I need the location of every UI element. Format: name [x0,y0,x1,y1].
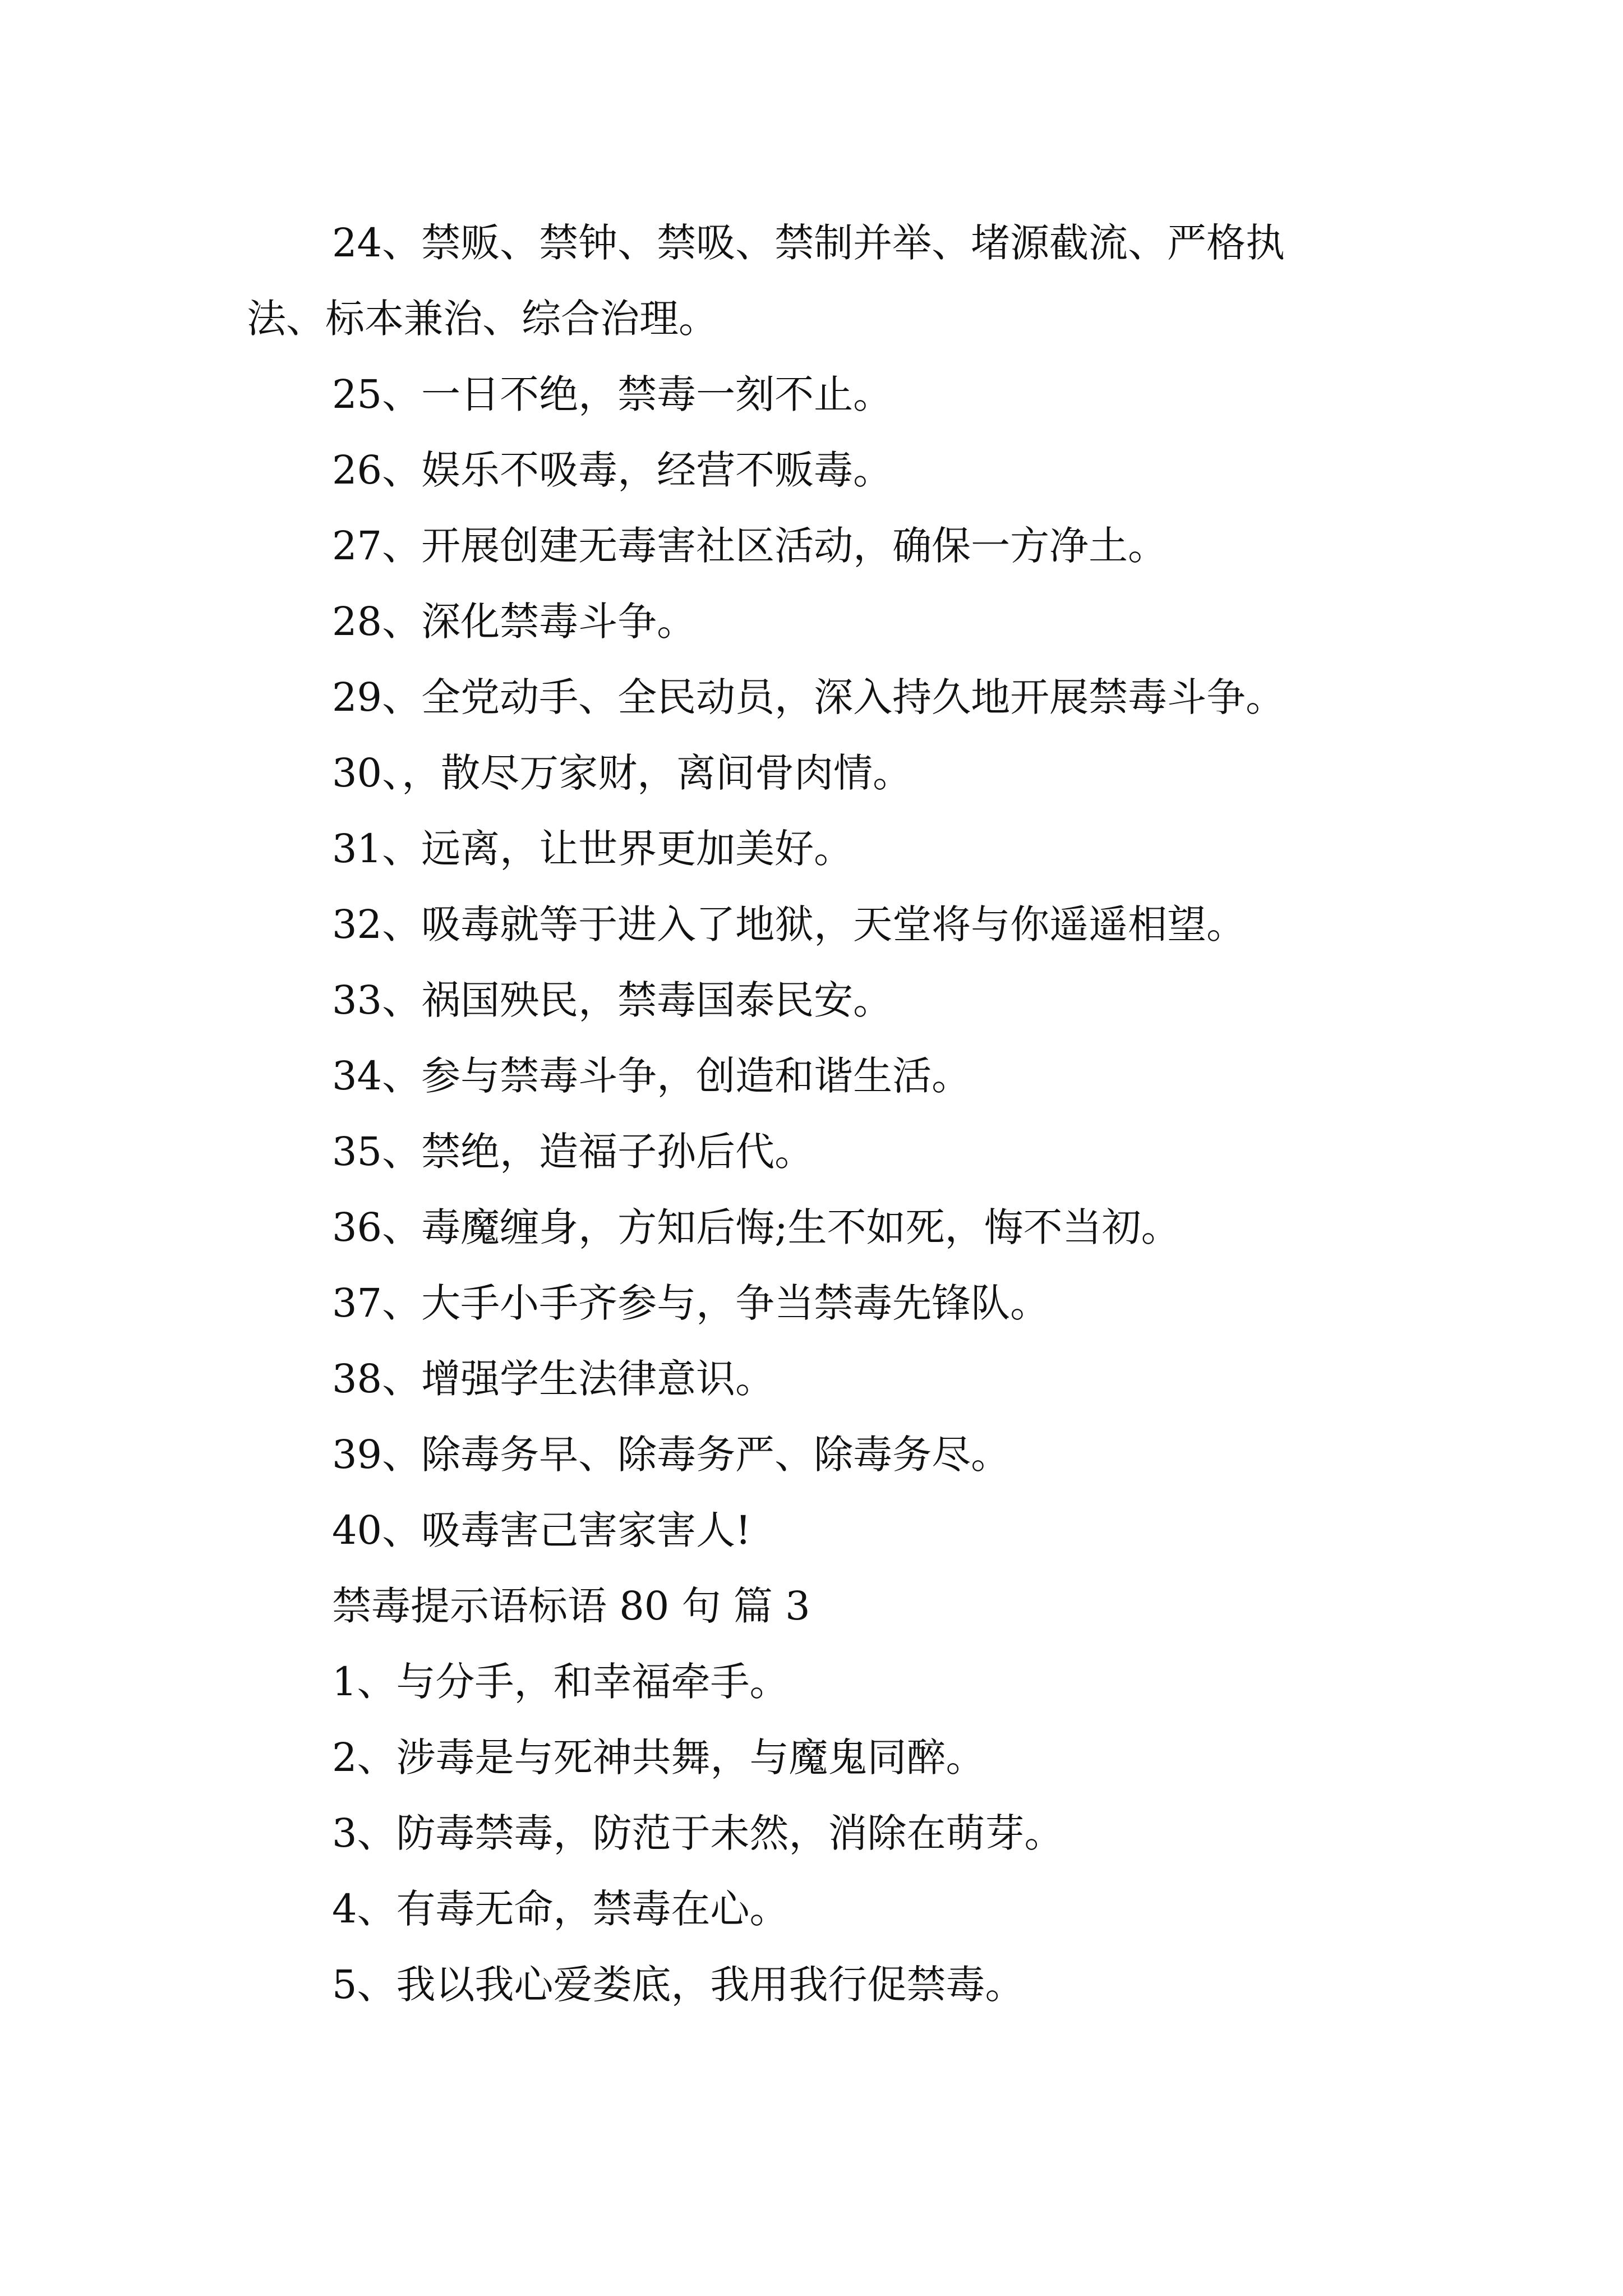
text-line-2: 2、涉毒是与死神共舞，与魔鬼同醉。 [332,1734,985,1780]
text-line-28: 28、深化禁毒斗争。 [332,599,697,645]
text-line-40: 40、吸毒害己害家害人! [332,1507,751,1553]
text-line-26: 26、娱乐不吸毒，经营不贩毒。 [332,447,893,493]
text-line-24-start: 24、禁贩、禁钟、禁吸、禁制并举、堵源截流、严格执 [332,220,1285,266]
text-line-27: 27、开展创建无毒害社区活动，确保一方净土。 [332,523,1168,569]
text-line-1: 1、与分手，和幸福牵手。 [332,1659,789,1705]
text-line-29: 29、全党动手、全民动员，深入持久地开展禁毒斗争。 [332,674,1285,720]
text-line-30: 30、，散尽万家财，离间骨肉情。 [332,750,912,796]
text-line-39: 39、除毒务早、除毒务严、除毒务尽。 [332,1432,1011,1478]
text-line-37: 37、大手小手齐参与，争当禁毒先锋队。 [332,1280,1050,1326]
section-heading: 禁毒提示语标语 80 句 篇 3 [332,1583,810,1629]
text-line-38: 38、增强学生法律意识。 [332,1356,775,1402]
text-line-33: 33、祸国殃民，禁毒国泰民安。 [332,977,893,1023]
text-line-32: 32、吸毒就等于进入了地狱，天堂将与你遥遥相望。 [332,901,1246,947]
text-line-34: 34、参与禁毒斗争，创造和谐生活。 [332,1053,971,1099]
text-line-36: 36、毒魔缠身，方知后悔;生不如死，悔不当初。 [332,1204,1181,1250]
text-line-5: 5、我以我心爱娄底，我用我行促禁毒。 [332,1962,1025,2008]
text-line-35: 35、禁绝，造福子孙后代。 [332,1129,814,1175]
text-line-3: 3、防毒禁毒，防范于未然，消除在萌芽。 [332,1810,1064,1856]
text-line-31: 31、远离，让世界更加美好。 [332,826,854,872]
text-line-25: 25、一日不绝，禁毒一刻不止。 [332,371,893,417]
text-line-4: 4、有毒无命，禁毒在心。 [332,1886,789,1932]
text-line-24-cont: 法、标本兼治、综合治理。 [247,296,718,342]
